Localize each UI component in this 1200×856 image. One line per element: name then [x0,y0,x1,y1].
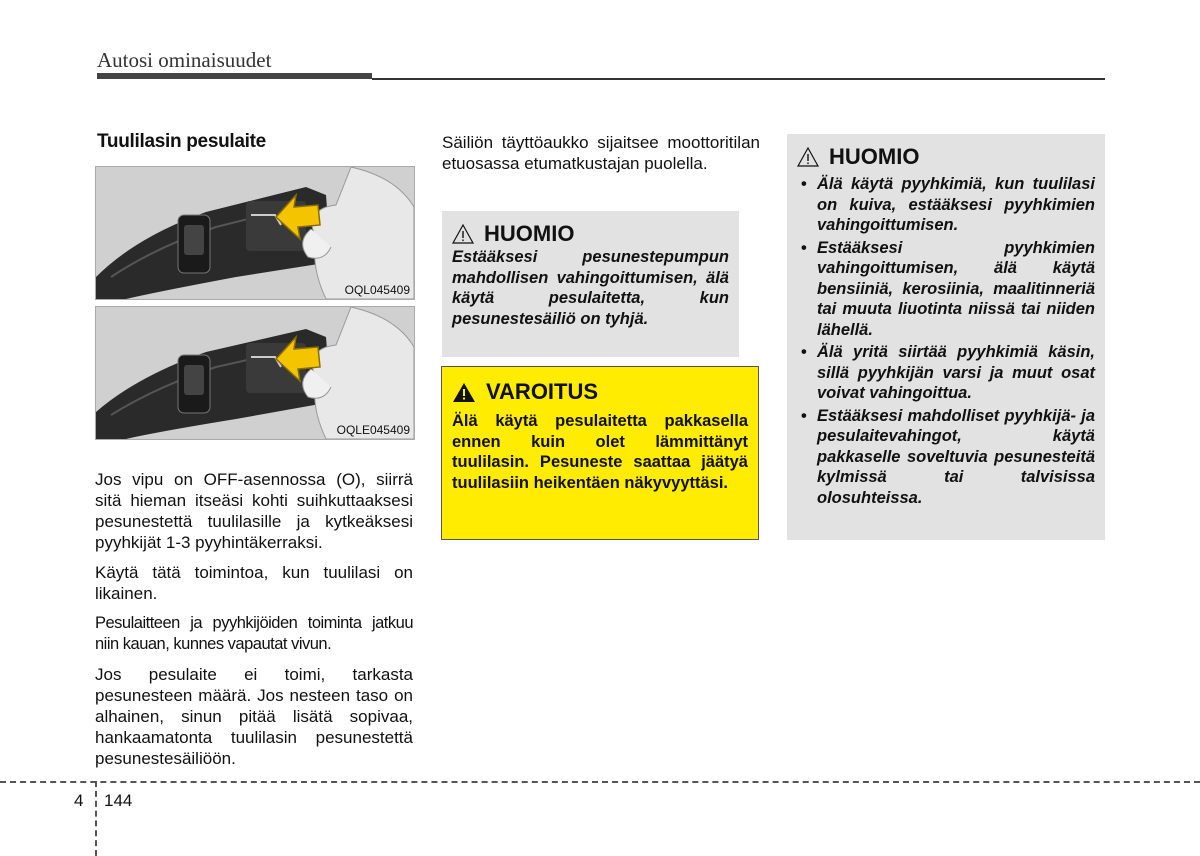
wiper-stalk-illustration-b [96,307,414,439]
paragraph: Jos pesulaite ei toimi, tarkasta pesunesteen määrä. Jos nesteen taso on alhainen, sinun pitää lisätä sopivaa, hankaamatonta tuulilasin pesunestettä pesunestesäiliöön. [95,665,413,768]
caution-heading: HUOMIO [452,221,729,247]
list-item: • Älä käytä pyyhkimiä, kun tuulilasi on kuiva, estääksesi pyyhkimien vahingoittumisen. [797,174,1095,236]
caution-triangle-icon [452,224,474,244]
paragraph: Jos vipu on OFF-asennossa (O), siirrä sitä hieman itseäsi kohti suihkuttaaksesi pesunestettä tuulilasille ja kytkeäksesi pyyhkijät 1-3 pyyhintäkerraksi. [95,470,413,552]
body-text-column-2: Säiliön täyttöaukko sijaitsee moottoritilan etuosassa etumatkustajan puolella. [442,133,760,173]
caution-list [797,174,1095,508]
figure-b-code: OQLE045409 [336,423,410,437]
list-item: • Estääksesi pyyhkimien vahingoittumisen, älä käytä bensiiniä, kerosiinia, maalitinneriä tai muuta liuotinta niissä tai niiden lähellä. [797,238,1095,341]
header-rule-thin [372,78,1105,80]
page-number: 144 [104,791,133,810]
list-item: • Estääksesi mahdolliset pyyhkijä- ja pesulaitevahingot, käytä pakkaselle soveltuvia pesunesteitä kylmissä tai talvisissa olosuhteissa. [797,406,1095,509]
list-item: • Älä yritä siirtää pyyhkimiä käsin, sillä pyyhkijän varsi ja muut osat voivat vahingoittua. [797,342,1095,404]
chapter-number: 4 [74,791,84,810]
figure-a-code: OQL045409 [344,283,410,297]
running-header: Autosi ominaisuudet [97,48,272,72]
caution-box [442,211,739,357]
paragraph: Käytä tätä toimintoa, kun tuulilasi on likainen. [95,563,413,603]
warning-heading: VAROITUS [452,379,748,405]
header-rule-thick [97,73,372,79]
figure-b-wiper-stalk [95,306,415,440]
caution-text: Estääksesi pesunestepumpun mahdollisen vahingoittumisen, älä käytä pesulaitetta, kun pesunestesäiliö on tyhjä. [452,248,729,328]
caution-triangle-icon [797,147,819,167]
warning-triangle-icon [452,382,476,403]
paragraph: Pesulaitteen ja pyyhkijöiden toiminta jatkuu niin kauan, kunnes vapautat vivun. [95,614,413,653]
caution-box-2 [787,134,1105,540]
warning-text: Älä käytä pesulaitetta pakkasella ennen kuin olet lämmittänyt tuulilasin. Pesuneste saattaa jäätyä tuulilasiin heikentäen näkyvyyttäsi. [452,412,748,492]
section-title: Tuulilasin pesulaite [97,131,266,152]
figure-a-wiper-stalk [95,166,415,300]
footer-dashed-rule [0,781,1200,783]
wiper-stalk-illustration-a [96,167,414,299]
warning-box [441,366,759,540]
footer-dashed-vertical [95,781,97,856]
caution-heading-2: HUOMIO [797,144,1095,170]
body-text-column-1 [95,469,413,778]
